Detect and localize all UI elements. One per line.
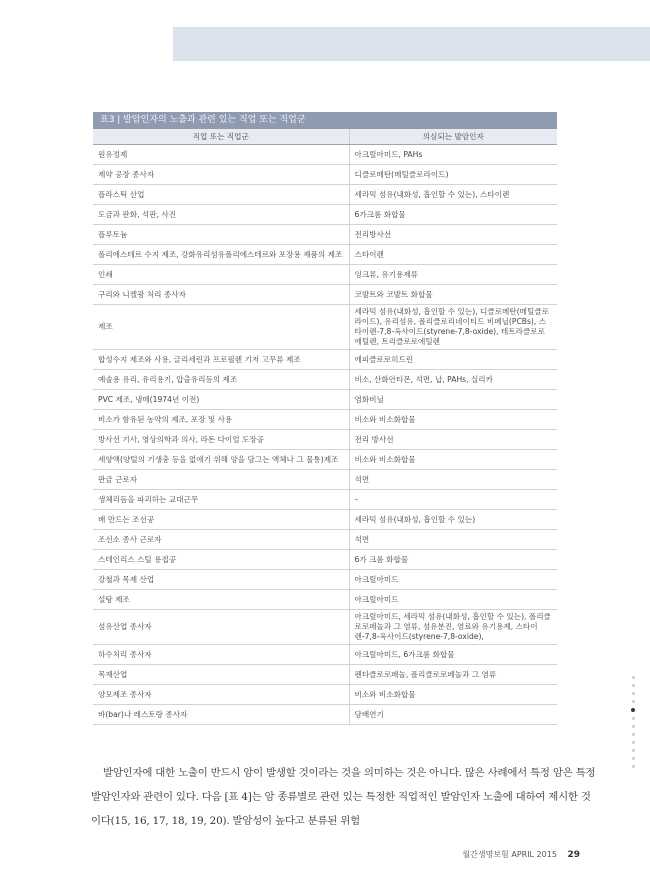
carcinogen-cell: 석면 [349, 530, 557, 550]
carcinogen-cell: 6가크롬 화합물 [349, 205, 557, 225]
carcinogen-cell: 전리방사선 [349, 225, 557, 245]
occupation-cell: 원유정제 [93, 145, 349, 165]
occupation-cell: 생체리듬을 파괴하는 교대근무 [93, 490, 349, 510]
table-row [93, 370, 557, 390]
table-row [93, 590, 557, 610]
carcinogen-cell: 비소와 비소화합물 [349, 410, 557, 430]
table-row [93, 685, 557, 705]
table-row [93, 530, 557, 550]
occupation-cell: 스테인리스 스틸 용접공 [93, 550, 349, 570]
table-row [93, 245, 557, 265]
occupation-cell: 제약 공장 종사자 [93, 165, 349, 185]
page-dot [632, 684, 635, 687]
page-dot [632, 741, 635, 744]
carcinogen-cell: 아크릴아미드 [349, 570, 557, 590]
page-dot [632, 733, 635, 736]
carcinogen-cell: 담배연기 [349, 705, 557, 725]
carcinogen-cell: 아크릴아미드, 6가크롬 화합물 [349, 645, 557, 665]
page-dot [632, 700, 635, 703]
carcinogen-cell: 아크릴아미드, 세라믹 섬유(내화성, 흡인할 수 있는), 폴리클로로페놀과 그 염류, 섬유분진, 염료와 유기용제, 스타이렌-7,8-옥사이드(styrene-7,8-oxide), [349, 610, 557, 645]
occupation-cell: PVC 제조, 냉매(1974년 이전) [93, 390, 349, 410]
table-row [93, 410, 557, 430]
table-row [93, 185, 557, 205]
body-paragraph-block [91, 761, 599, 833]
table-header-row [93, 129, 557, 145]
header-band [173, 27, 650, 61]
issue-date: APRIL 2015 [511, 850, 557, 859]
page-dot-active [631, 708, 635, 712]
side-page-indicator [631, 676, 637, 773]
carcinogen-cell: – [349, 490, 557, 510]
table-row [93, 225, 557, 245]
table-row [93, 350, 557, 370]
magazine-name: 월간생명보험 [462, 850, 509, 859]
page-footer [462, 849, 580, 860]
carcinogen-cell: 펜타클로로페놀, 폴리클로로페놀과 그 염류 [349, 665, 557, 685]
page-dot [632, 765, 635, 768]
occupation-cell: 판금 근로자 [93, 470, 349, 490]
carcinogen-occupation-table [93, 112, 557, 725]
carcinogen-cell: 코발트와 코발트 화합물 [349, 285, 557, 305]
carcinogen-cell: 염화비닐 [349, 390, 557, 410]
column-header-carcinogen: 의심되는 발암인자 [349, 129, 557, 145]
table-row [93, 165, 557, 185]
table-row [93, 510, 557, 530]
occupation-cell: 비소가 함유된 농약의 제조, 포장 및 사용 [93, 410, 349, 430]
table-row [93, 145, 557, 165]
carcinogen-cell: 잉크류, 유기용제류 [349, 265, 557, 285]
table-title: 표3 | 발암인자의 노출과 관련 있는 직업 또는 직업군 [93, 112, 557, 129]
occupation-cell: 구리와 니켈광 처리 종사자 [93, 285, 349, 305]
occupation-cell: 방사선 기사, 영상의학과 의사, 라돈 다이얼 도장공 [93, 430, 349, 450]
occupation-cell: 설탕 제조 [93, 590, 349, 610]
occupation-cell: 목재산업 [93, 665, 349, 685]
occupation-cell: 합성수지 제조와 사용, 글리세린과 프로필렌 기저 고무류 제조 [93, 350, 349, 370]
carcinogen-cell: 석면 [349, 470, 557, 490]
table-row [93, 665, 557, 685]
carcinogen-cell: 세라믹 섬유(내화성, 흡인할 수 있는), 스타이렌 [349, 185, 557, 205]
table-row [93, 705, 557, 725]
carcinogen-cell: 세라믹 섬유(내화성, 흡인할 수 있는) [349, 510, 557, 530]
table-row [93, 450, 557, 470]
occupation-cell: 도금과 판화, 석판, 사진 [93, 205, 349, 225]
table-row [93, 265, 557, 285]
page-number: 29 [567, 850, 580, 860]
carcinogen-cell: 디클로메탄(메틸클로라이드) [349, 165, 557, 185]
carcinogen-cell: 아크릴아미드, PAHs [349, 145, 557, 165]
occupation-cell: 예술용 유리, 유리용기, 압출유리등의 제조 [93, 370, 349, 390]
table-grid [93, 129, 557, 725]
occupation-cell: 플라스틱 산업 [93, 185, 349, 205]
table-row [93, 610, 557, 645]
carcinogen-cell: 비소와 비소화합물 [349, 685, 557, 705]
carcinogen-cell: 비소와 비소화합물 [349, 450, 557, 470]
page-dot [632, 757, 635, 760]
table-row [93, 570, 557, 590]
table-row [93, 470, 557, 490]
table-row [93, 205, 557, 225]
table-row [93, 430, 557, 450]
carcinogen-cell: 전리 방사선 [349, 430, 557, 450]
occupation-cell: 바(bar)나 레스토랑 종사자 [93, 705, 349, 725]
carcinogen-cell: 에피클로로히드린 [349, 350, 557, 370]
page-dot [632, 676, 635, 679]
occupation-cell: 강철과 목제 산업 [93, 570, 349, 590]
carcinogen-cell: 비소, 산화안티몬, 석면, 납, PAHs, 실리카 [349, 370, 557, 390]
table-row [93, 390, 557, 410]
table-row [93, 285, 557, 305]
occupation-cell: 세양액(양털의 기생충 등을 없애기 위해 양을 담그는 액체나 그 물통)제조 [93, 450, 349, 470]
carcinogen-cell: 스타이렌 [349, 245, 557, 265]
page-dot [632, 749, 635, 752]
page-dot [632, 717, 635, 720]
carcinogen-cell: 아크릴아미드 [349, 590, 557, 610]
body-paragraph: 발암인자에 대한 노출이 반드시 암이 발생할 것이라는 것을 의미하는 것은 아니다. 많은 사례에서 특정 암은 특정 발암인자와 관련이 있다. 다음 [표 4]는 암 종류별로 관련 있는 특정한 직업적인 발암인자 노출에 대하여 제시한 것이다(15, 16, 17, 18, 19, 20). 발암성이 높다고 분류된 위험 [91, 767, 596, 827]
table-row [93, 550, 557, 570]
page-dot [632, 692, 635, 695]
occupation-cell: 하수처리 종사자 [93, 645, 349, 665]
occupation-cell: 배 만드는 조선공 [93, 510, 349, 530]
occupation-cell: 섬유산업 종사자 [93, 610, 349, 645]
table-body [93, 145, 557, 725]
occupation-cell: 플루토늄 [93, 225, 349, 245]
occupation-cell: 폴리에스테르 수지 제조, 강화유리섬유폴리에스테르와 포장용 제품의 제조 [93, 245, 349, 265]
occupation-cell: 조선소 종사 근로자 [93, 530, 349, 550]
table-row [93, 305, 557, 350]
occupation-cell: 제조 [93, 305, 349, 350]
carcinogen-cell: 6가 크롬 화합물 [349, 550, 557, 570]
carcinogen-cell: 세라믹 섬유(내화성, 흡인할 수 있는), 디클로메탄(메틸클로라이드), 유리섬유, 폴리클로리네이티드 비페닐(PCBs), 스타이렌-7,8-옥사이드(styrene-7,8-oxide), 테트라클로로에틸렌, 트리클로로에틸렌 [349, 305, 557, 350]
table-row [93, 645, 557, 665]
table-row [93, 490, 557, 510]
column-header-occupation: 직업 또는 직업군 [93, 129, 349, 145]
occupation-cell: 양모제조 종사자 [93, 685, 349, 705]
occupation-cell: 인쇄 [93, 265, 349, 285]
page-dot [632, 725, 635, 728]
